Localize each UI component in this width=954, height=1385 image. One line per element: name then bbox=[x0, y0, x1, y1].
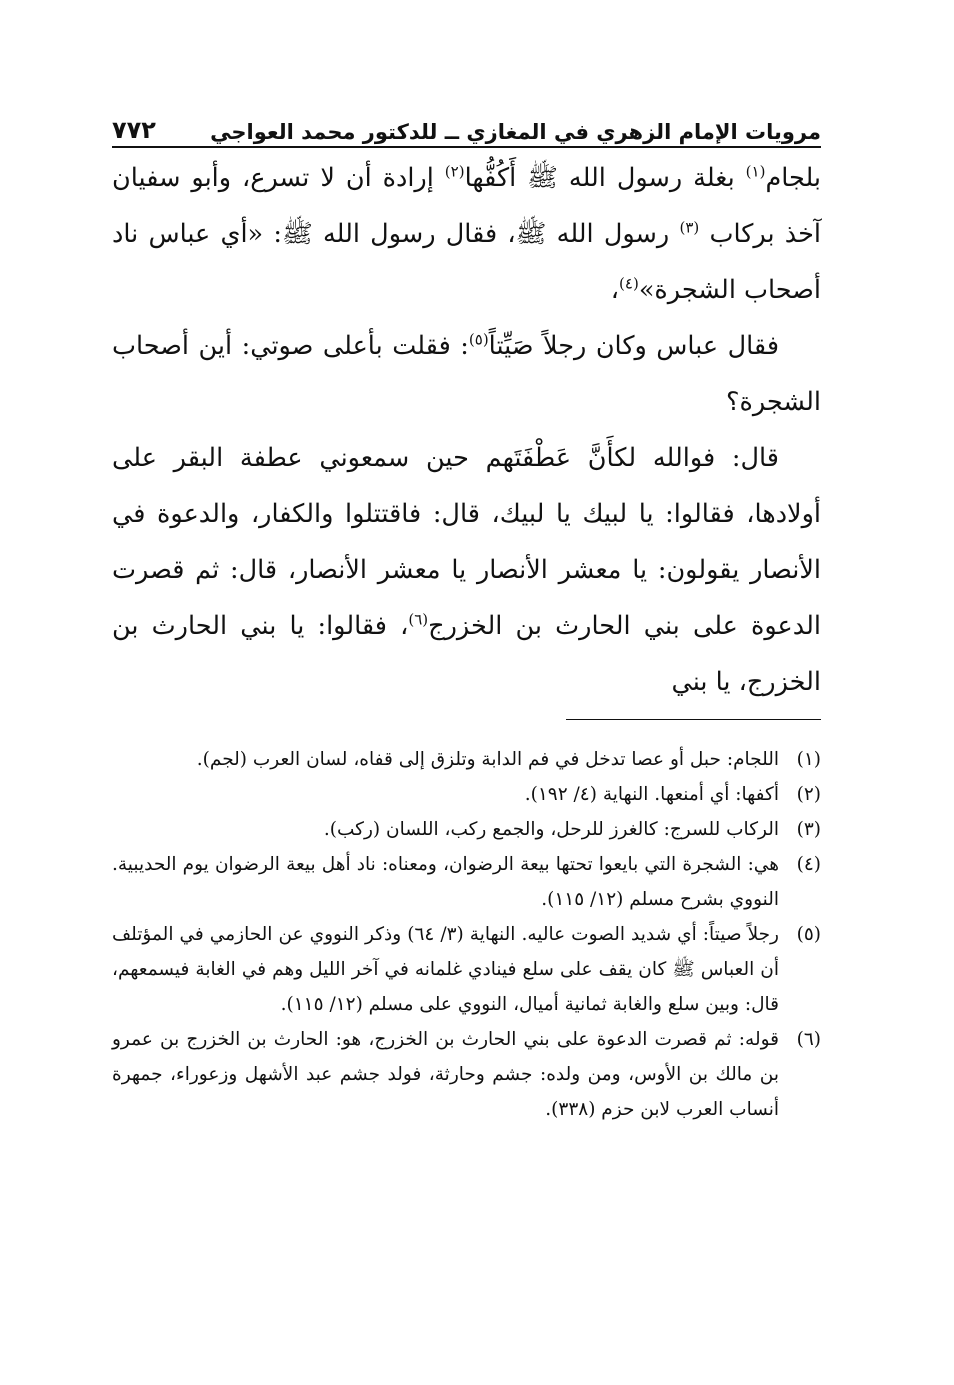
text-run: ، فقالوا: يا بني الحارث بن الخزرج، يا بني bbox=[112, 611, 821, 697]
page-header bbox=[112, 108, 821, 148]
footnote-ref-3[interactable]: (٣) bbox=[679, 218, 700, 237]
footnote-text: أكفها: أي أمنعها. النهاية (٤/ ١٩٢). bbox=[524, 784, 779, 805]
main-text bbox=[112, 150, 821, 710]
footnote-5 bbox=[112, 917, 821, 1022]
footnote-number: (١) bbox=[796, 749, 821, 770]
text-run: رسول الله ﷺ، فقال رسول الله ﷺ: «أي عباس ناد أصحاب الشجرة» bbox=[112, 219, 821, 305]
footnote-4 bbox=[112, 847, 821, 917]
footnote-ref-2[interactable]: (٢) bbox=[444, 162, 465, 181]
footnote-6 bbox=[112, 1022, 821, 1127]
footnote-number: (٤) bbox=[796, 854, 821, 875]
paragraph-1 bbox=[112, 150, 821, 318]
footnote-text: قوله: ثم قصرت الدعوة على بني الحارث بن الخزرج، هو: الحارث بن الخزرج بن عمرو بن مالك بن الأوس، ومن ولده: جشم وحارثة، فولد جشم عبد الأشهل وزعوراء، جمهرة أنساب العرب لابن حزم (٣٣٨). bbox=[112, 1029, 779, 1120]
text-run: قال: فوالله لكأَنَّ عَطْفَتَهم حين سمعوني عطفة البقر على أولادها، فقالوا: يا لبيك يا لبيك، قال: فاقتتلوا والكفار، والدعوة في الأنصار يقولون: يا معشر الأنصار يا معشر الأنصار، قال: ثم قصرت الدعوة على بني الحارث بن الخزرج bbox=[112, 443, 822, 641]
footnote-separator bbox=[566, 719, 821, 720]
footnote-text: اللجام: حبل أو عصا تدخل في فم الدابة وتلزق إلى قفاه، لسان العرب (لجم). bbox=[196, 749, 779, 770]
text-run: ، bbox=[610, 275, 620, 305]
text-run: إرادة أن لا تسرع، وأبو سفيان آخذ بركاب bbox=[112, 163, 822, 249]
text-run: بغلة رسول الله ﷺ أَكُفُّها bbox=[464, 163, 746, 193]
footnote-3 bbox=[112, 812, 821, 847]
page-number: ٧٧٢ bbox=[112, 116, 156, 144]
text-run: بلجام bbox=[765, 163, 821, 193]
footnote-text: الركاب للسرج: كالغرز للرحل، والجمع ركب، اللسان (ركب). bbox=[323, 819, 779, 840]
footnote-ref-6[interactable]: (٦) bbox=[408, 610, 429, 629]
footnote-number: (٦) bbox=[796, 1029, 821, 1050]
text-run: : فقلت بأعلى صوتي: أين أصحاب الشجرة؟ bbox=[112, 331, 821, 417]
footnote-text: رجلاً صيتاً: أي شديد الصوت عاليه. النهاية (٣/ ٦٤) وذكر النووي عن الحازمي في المؤتلف أن العباس ﷺ كان يقف على سلع فينادي غلمانه في آخر الليل وهم في الغابة فيسمعهم، قال: وبين سلع والغابة ثمانية أميال، النووي على مسلم (١٢/ ١١٥). bbox=[112, 924, 779, 1015]
footnote-number: (٢) bbox=[796, 784, 821, 805]
running-title: مرويات الإمام الزهري في المغازي ــ للدكتور محمد العواجي bbox=[210, 120, 821, 144]
footnote-number: (٣) bbox=[796, 819, 821, 840]
footnote-text: هي: الشجرة التي بايعوا تحتها بيعة الرضوان، ومعناه: ناد أهل بيعة الرضوان يوم الحديبية. النووي بشرح مسلم (١٢/ ١١٥). bbox=[112, 854, 779, 910]
footnote-ref-5[interactable]: (٥) bbox=[468, 330, 489, 349]
footnote-ref-4[interactable]: (٤) bbox=[619, 274, 639, 293]
footnote-ref-1[interactable]: (١) bbox=[745, 162, 766, 181]
paragraph-2 bbox=[112, 318, 821, 430]
text-run: فقال عباس وكان رجلاً صَيِّتاً bbox=[488, 331, 780, 361]
footnote-1 bbox=[112, 742, 821, 777]
footnote-number: (٥) bbox=[796, 924, 821, 945]
footnotes bbox=[112, 742, 821, 1127]
footnote-2 bbox=[112, 777, 821, 812]
paragraph-3 bbox=[112, 430, 821, 710]
